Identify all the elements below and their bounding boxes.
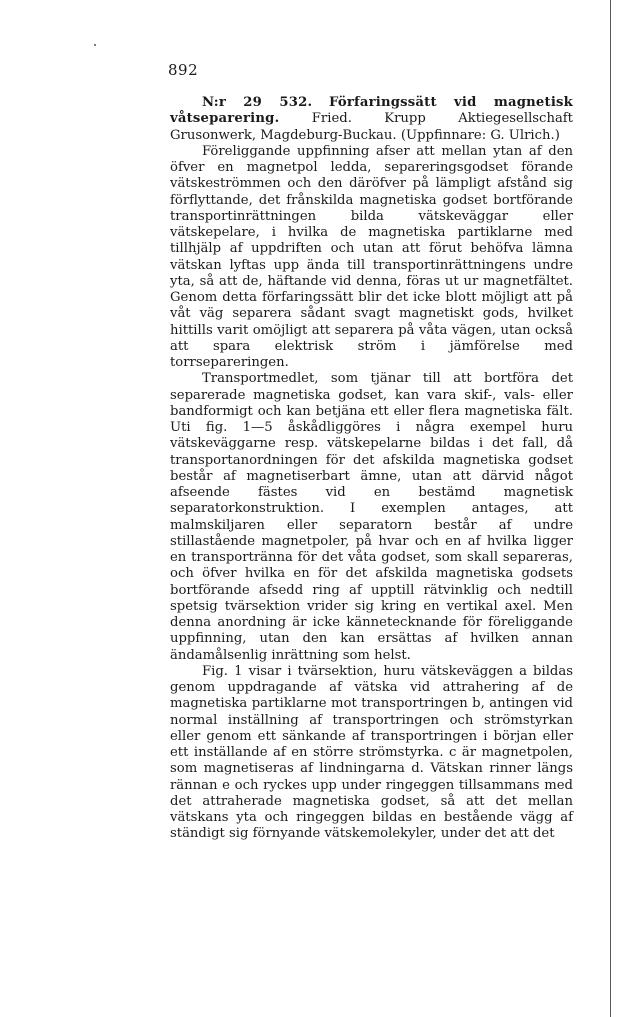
page-number: 892 [168,61,199,79]
article-body [170,95,573,843]
assignee: Fried. Krupp Aktiegesellschaft Grusonwerk, Magdeburg-Buckau. [170,111,573,143]
article-title: Förfaringssätt vid magnetisk våtseparering. [170,95,573,127]
patent-number: N:r 29 532. [202,95,313,110]
paragraph-1: Föreliggande uppfinning afser att mellan ytan af den öfver en magnetpol ledda, separeringsgodset förande vätskeströmmen och den däröfver på lämpligt afstånd sig förflyttande, det frånskilda magnetiska godset bortförande transportinrättningen bilda vätskeväggar eller vätskepelare, i hvilka de magnetiska partiklarne med tillhjälp af uppdriften och utan att förut behöfva lämna vätskan lyftas upp ända till transportinrättningens undre yta, så att de, häftande vid denna, föras ut ur magnetfältet. Genom detta förfaringssätt blir det icke blott möjligt att på våt väg separera sådant svagt magnetiskt gods, hvilket hittills varit omöjligt att separera på våta vägen, utan också att spara elektrisk ström i jämförelse med torrsepareringen. [170,143,573,370]
page-edge-line [610,0,611,1017]
paragraph-3: Fig. 1 visar i tvärsektion, huru vätskeväggen a bildas genom uppdragande af vätska vid attrahering af de magnetiska partiklarne mot transportringen b, antingen vid normal inställning af transportringen och strömstyrkan eller genom ett sänkande af transportringen i början eller ett inställande af en större strömstyrka. c är magnetpolen, som magnetiseras af lindningarna d. Vätskan rinner längs rännan e och ryckes upp under ringeggen tillsammans med det attraherade magnetiska godset, så att det mellan vätskans yta och ringeggen bildas en bestående vägg af ständigt sig förnyande vätskemolekyler, under det att det [170,663,573,842]
stray-mark [94,44,96,46]
inventor: (Uppfinnare: G. Ulrich.) [400,127,560,143]
article-header [170,95,573,144]
paragraph-2: Transportmedlet, som tjänar till att bortföra det separerade magnetiska godset, kan vara skif-, vals- eller bandformigt och kan betjäna ett eller flera magnetiska fält. Uti fig. 1—5 åskådliggöres i några exempel huru vätskeväggarne resp. vätskepelarne bildas i det fall, då transportanordningen för det afskilda magnetiska godset består af magnetiserbart ämne, utan att därvid något afseende fästes vid en bestämd magnetisk separatorkonstruktion. I exemplen antages, att malmskiljaren eller separatorn består af undre stillastående magnetpoler, på hvar och en af hvilka ligger en transportränna för det våta godset, som skall separeras, och öfver hvilka en för det afskilda magnetiska godsets bortförande afsedd ring af upptill rätvinklig och nedtill spetsig tvärsektion vrider sig kring en vertikal axel. Men denna anordning är icke kännetecknande för föreliggande uppfinning, utan den kan ersättas af hvilken annan ändamålsenlig inrättning som helst. [170,371,573,663]
